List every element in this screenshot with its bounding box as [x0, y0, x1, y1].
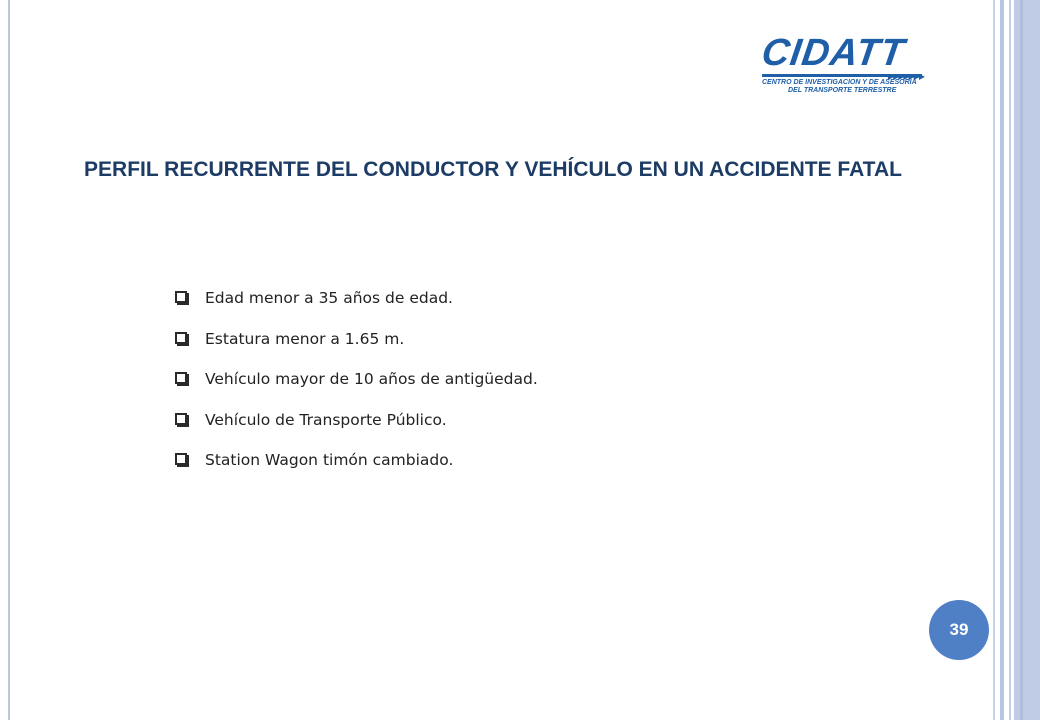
right-border-line [993, 0, 995, 720]
list-item [175, 400, 538, 441]
list-item-text: Edad menor a 35 años de edad. [205, 289, 453, 308]
slide-title: PERFIL RECURRENTE DEL CONDUCTOR Y VEHÍCULO EN UN ACCIDENTE FATAL [84, 158, 902, 181]
bullet-list [175, 278, 538, 481]
right-border-band [1014, 0, 1040, 720]
checkbox-icon [175, 413, 187, 425]
list-item [175, 359, 538, 400]
checkbox-icon [175, 332, 187, 344]
right-border-line [1000, 0, 1004, 720]
right-border-line [1009, 0, 1011, 720]
logo-wordmark: CIDATT [759, 32, 908, 74]
list-item [175, 319, 538, 360]
list-item [175, 278, 538, 319]
logo-subtitle-line1: CENTRO DE INVESTIGACION Y DE ASESORIA [762, 79, 917, 86]
checkbox-icon [175, 291, 187, 303]
list-item-text: Estatura menor a 1.65 m. [205, 329, 405, 348]
list-item-text: Vehículo mayor de 10 años de antigüedad. [205, 370, 538, 389]
checkbox-icon [175, 453, 187, 465]
cidatt-logo [759, 32, 934, 98]
list-item [175, 440, 538, 481]
logo-arrows-icon: ▶▶▶▶▶▶▶ [887, 72, 924, 81]
checkbox-icon [175, 372, 187, 384]
list-item-text: Vehículo de Transporte Público. [205, 410, 447, 429]
logo-subtitle-line2: DEL TRANSPORTE TERRESTRE [788, 87, 897, 94]
left-border [8, 0, 10, 720]
page-number-badge: 39 [929, 600, 989, 660]
list-item-text: Station Wagon timón cambiado. [205, 451, 454, 470]
